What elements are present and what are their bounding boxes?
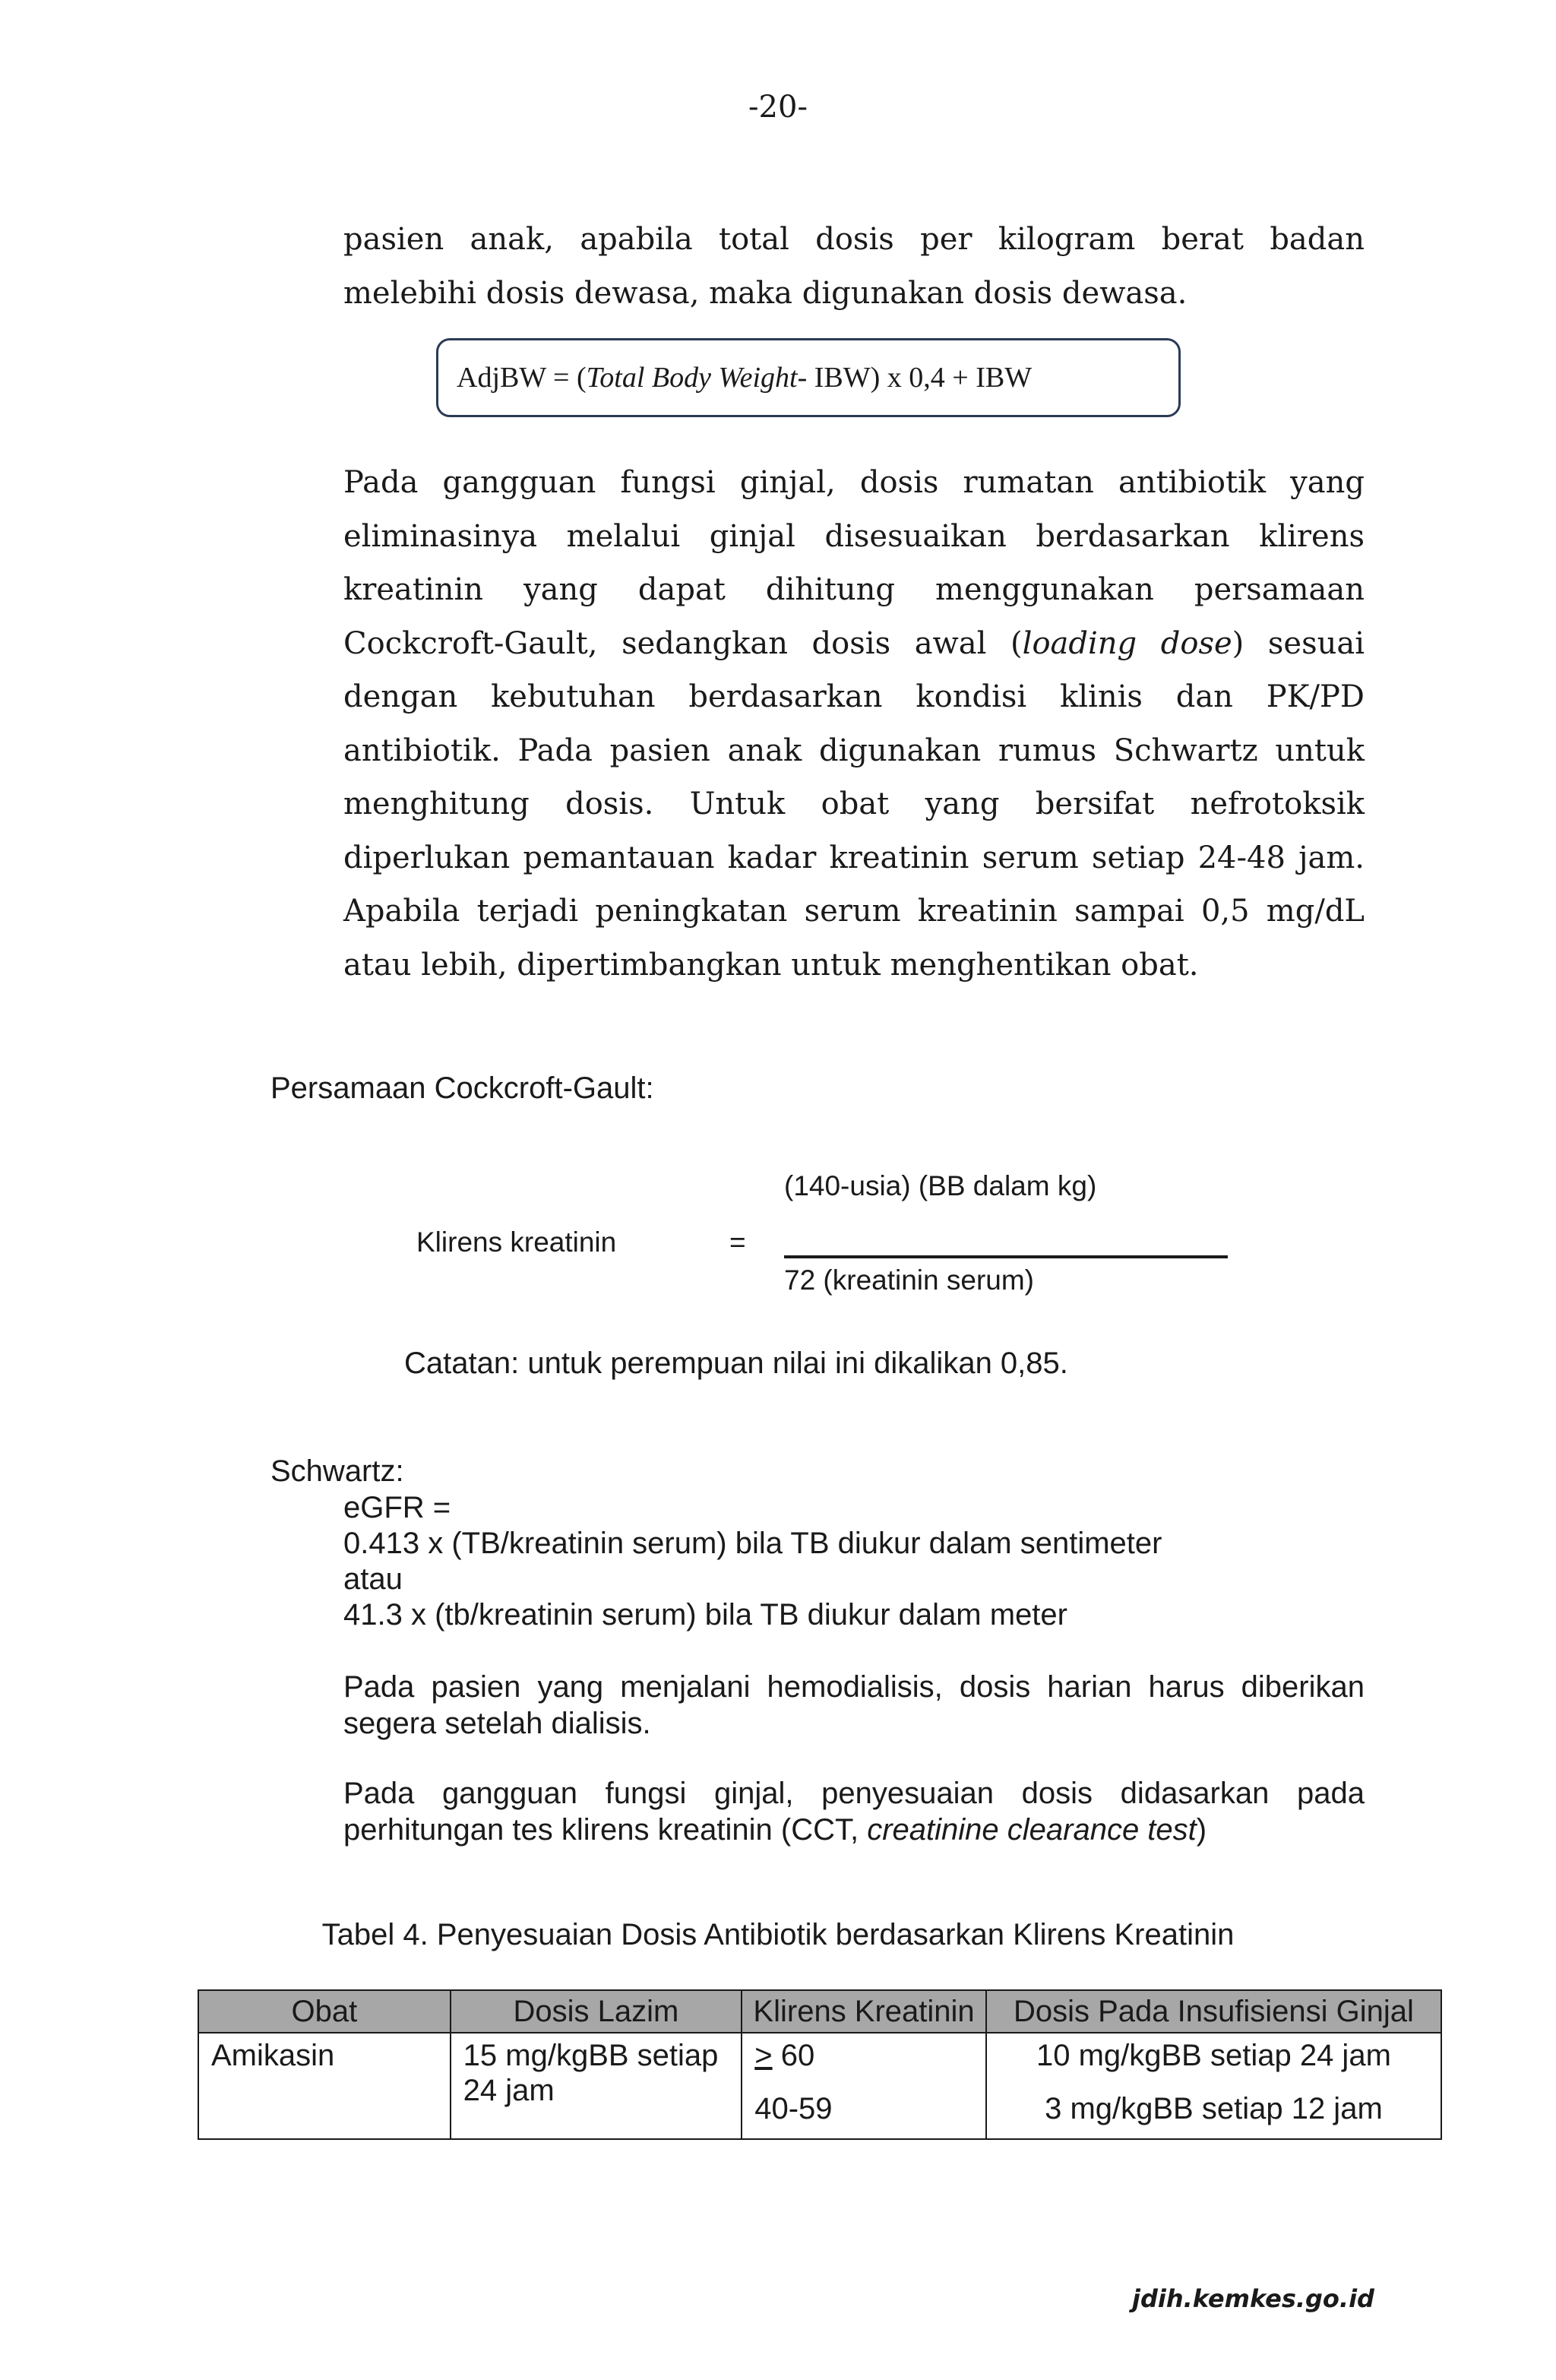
header-dosis-insufisiensi: Dosis Pada Insufisiensi Ginjal (986, 1990, 1441, 2033)
cell-renal-dose (986, 2033, 1441, 2139)
clearance-1-value: 60 (772, 2039, 815, 2072)
cockcroft-equals: = (729, 1226, 746, 1258)
cockcroft-lhs: Klirens kreatinin (416, 1226, 617, 1258)
cct-text-2: ) (1196, 1813, 1207, 1847)
renal-text-1: Pada gangguan fungsi ginjal, dosis rumatan antibiotik yang eliminasinya melalui ginjal disesuaikan berdasarkan klirens kreatinin yang dapat dihitung menggunakan persamaan Cockcroft-Gault, sedangkan dosis awal ( (343, 465, 1365, 661)
table-header-row (198, 1990, 1441, 2033)
table-row (198, 2033, 1441, 2139)
cct-text-1: Pada gangguan fungsi ginjal, penyesuaian dosis didasarkan pada perhitungan tes klirens kreatinin (CCT, (343, 1777, 1365, 1847)
renal-dose-2: 3 mg/kgBB setiap 12 jam (1045, 2092, 1383, 2125)
cockcroft-numerator: (140-usia) (BB dalam kg) (784, 1170, 1097, 1201)
dose-adjustment-table (198, 1989, 1442, 2140)
cell-drug: Amikasin (198, 2033, 451, 2139)
cct-text-italic: creatinine clearance test (867, 1813, 1197, 1847)
cockcroft-note: Catatan: untuk perempuan nilai ini dikalikan 0,85. (404, 1347, 1068, 1380)
schwartz-title: Schwartz: (270, 1454, 404, 1488)
schwartz-line-1: eGFR = (343, 1491, 451, 1524)
schwartz-line-4: 41.3 x (tb/kreatinin serum) bila TB diukur dalam meter (343, 1598, 1067, 1632)
hemodialysis-paragraph: Pada pasien yang menjalani hemodialisis, dosis harian harus diberikan segera setelah dialisis. (343, 1670, 1365, 1740)
adjbw-formula-box (436, 338, 1181, 417)
schwartz-line-2: 0.413 x (TB/kreatinin serum) bila TB diukur dalam sentimeter (343, 1527, 1162, 1560)
header-obat: Obat (198, 1990, 451, 2033)
renal-dose-1: 10 mg/kgBB setiap 24 jam (1036, 2039, 1391, 2072)
clearance-2: 40-59 (754, 2092, 833, 2125)
fraction-line (784, 1255, 1228, 1258)
cell-clearance (742, 2033, 986, 2139)
cockcroft-title: Persamaan Cockcroft-Gault: (270, 1071, 654, 1105)
table-caption: Tabel 4. Penyesuaian Dosis Antibiotik berdasarkan Klirens Kreatinin (321, 1918, 1235, 1951)
cell-usual-dose: 15 mg/kgBB setiap 24 jam (451, 2033, 742, 2139)
clearance-1 (754, 2038, 973, 2073)
adjbw-italic: Total Body Weight (586, 362, 798, 394)
schwartz-line-3: atau (343, 1562, 403, 1596)
cct-paragraph (343, 1775, 1365, 1848)
footer-source: jdih.kemkes.go.id (1132, 2284, 1374, 2313)
cockcroft-denominator: 72 (kreatinin serum) (784, 1264, 1035, 1296)
adjbw-prefix: AdjBW = ( (457, 362, 587, 394)
renal-paragraph (343, 456, 1365, 992)
header-dosis-lazim: Dosis Lazim (451, 1990, 742, 2033)
adjbw-suffix: - IBW) x 0,4 + IBW (797, 362, 1033, 394)
renal-text-italic: loading dose (1022, 625, 1232, 661)
gte-symbol: > (754, 2039, 773, 2072)
page-number: -20- (748, 90, 808, 125)
renal-text-2: ) sesuai dengan kebutuhan berdasarkan kondisi klinis dan PK/PD antibiotik. Pada pasien anak digunakan rumus Schwartz untuk menghitung dosis. Untuk obat yang bersifat nefrotoksik diperlukan pemantauan kadar kreatinin serum setiap 24-48 jam. Apabila terjadi peningkatan serum kreatinin sampai 0,5 mg/dL atau lebih, dipertimbangkan untuk menghentikan obat. (343, 625, 1365, 983)
header-klirens: Klirens Kreatinin (742, 1990, 986, 2033)
intro-paragraph: pasien anak, apabila total dosis per kilogram berat badan melebihi dosis dewasa, maka digunakan dosis dewasa. (343, 222, 1365, 311)
